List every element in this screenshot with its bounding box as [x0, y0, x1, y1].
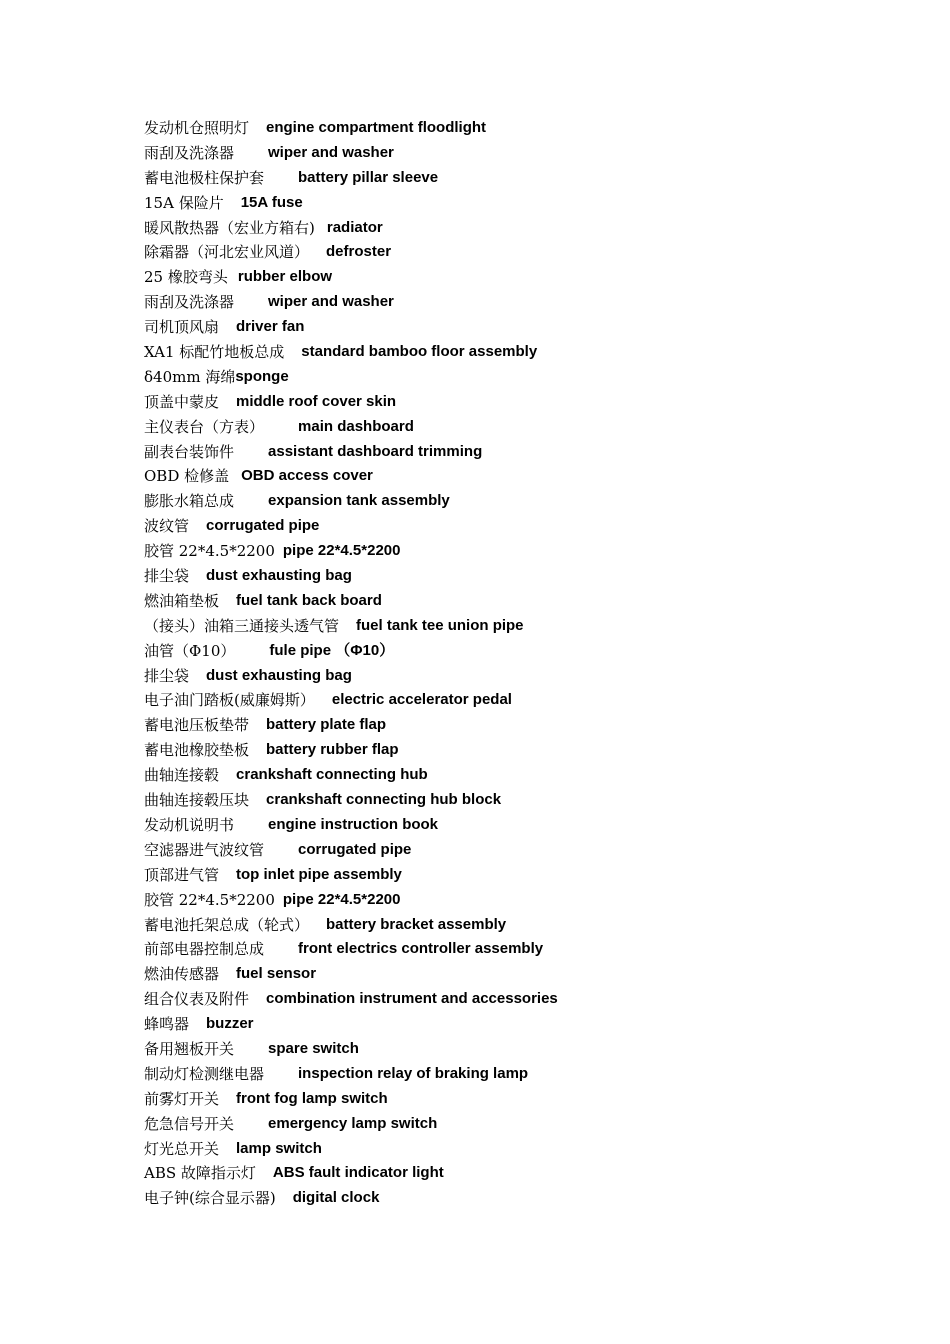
chinese-term: 排尘袋 — [144, 666, 190, 685]
english-term: combination instrument and accessories — [266, 990, 558, 1008]
chinese-term: 前部电器控制总成 — [144, 940, 265, 959]
glossary-entry — [144, 688, 904, 713]
glossary-entry — [144, 763, 904, 788]
chinese-term: 25 橡胶弯头 — [144, 268, 228, 287]
chinese-term: XA1 标配竹地板总成 — [144, 343, 285, 362]
glossary-entry — [144, 589, 904, 614]
english-term: spare switch — [268, 1039, 359, 1057]
chinese-term: 前雾灯开关 — [144, 1089, 220, 1108]
english-term: battery rubber flap — [266, 741, 399, 759]
glossary-entry — [144, 514, 904, 539]
glossary-entry — [144, 1186, 904, 1211]
chinese-term: 排尘袋 — [144, 567, 190, 586]
chinese-term: 蓄电池压板垫带 — [144, 716, 250, 735]
glossary-entry — [144, 365, 904, 390]
chinese-term: 蓄电池托架总成（轮式） — [144, 915, 310, 934]
glossary-entry — [144, 290, 904, 315]
english-term: wiper and washer — [268, 143, 394, 161]
glossary-entry — [144, 987, 904, 1012]
chinese-term: 胶管 22*4.5*2200 — [144, 890, 275, 909]
chinese-term: 电子油门踏板(威廉姆斯） — [144, 691, 315, 710]
english-term: driver fan — [236, 318, 305, 336]
english-term: expansion tank assembly — [268, 492, 450, 510]
glossary-entry — [144, 340, 904, 365]
english-term: defroster — [326, 243, 392, 261]
glossary-entry — [144, 315, 904, 340]
chinese-term: 燃油传感器 — [144, 965, 220, 984]
english-term: fuel sensor — [236, 965, 317, 983]
glossary-entry — [144, 539, 904, 564]
english-term: top inlet pipe assembly — [236, 865, 402, 883]
chinese-term: 燃油箱垫板 — [144, 591, 220, 610]
english-term: electric accelerator pedal — [331, 691, 512, 709]
chinese-term: 蓄电池极柱保护套 — [144, 168, 265, 187]
chinese-term: δ40mm 海绵 — [144, 367, 236, 386]
english-term: standard bamboo floor assembly — [301, 343, 538, 361]
english-term: engine instruction book — [268, 815, 439, 833]
english-term: wiper and washer — [268, 293, 394, 311]
chinese-term: 主仪表台（方表） — [144, 417, 265, 436]
chinese-term: 制动灯检测继电器 — [144, 1064, 265, 1083]
glossary-entry — [144, 489, 904, 514]
glossary-entry — [144, 240, 904, 265]
english-term: fule pipe （Φ10） — [269, 641, 395, 659]
glossary-entry — [144, 1161, 904, 1186]
glossary-entry — [144, 564, 904, 589]
english-term: corrugated pipe — [298, 840, 412, 858]
english-term: assistant dashboard trimming — [268, 442, 483, 460]
english-term: lamp switch — [236, 1139, 322, 1157]
english-term: dust exhausting bag — [206, 666, 352, 684]
chinese-term: 副表台装饰件 — [144, 442, 235, 461]
glossary-entry — [144, 937, 904, 962]
glossary-entry — [144, 390, 904, 415]
glossary-entry — [144, 265, 904, 290]
english-term: corrugated pipe — [206, 517, 320, 535]
glossary-entry — [144, 664, 904, 689]
glossary-entry — [144, 440, 904, 465]
english-term: crankshaft connecting hub — [236, 766, 428, 784]
english-term: middle roof cover skin — [236, 392, 397, 410]
chinese-term: 顶部进气管 — [144, 865, 220, 884]
english-term: crankshaft connecting hub block — [266, 791, 502, 809]
glossary-entry — [144, 813, 904, 838]
glossary-entry — [144, 962, 904, 987]
english-term: battery plate flap — [266, 716, 387, 734]
glossary-entry — [144, 1012, 904, 1037]
chinese-term: ABS 故障指示灯 — [144, 1164, 256, 1183]
chinese-term: 波纹管 — [144, 517, 190, 536]
chinese-term: 胶管 22*4.5*2200 — [144, 542, 275, 561]
english-term: fuel tank back board — [236, 591, 382, 609]
english-term: front electrics controller assembly — [298, 940, 544, 958]
chinese-term: 雨刮及洗涤器 — [144, 143, 235, 162]
english-term: emergency lamp switch — [268, 1114, 438, 1132]
glossary-entry — [144, 216, 904, 241]
glossary-entry — [144, 838, 904, 863]
english-term: dust exhausting bag — [206, 567, 352, 585]
chinese-term: 油管（Φ10） — [144, 641, 236, 660]
chinese-term: 灯光总开关 — [144, 1139, 220, 1158]
english-term: main dashboard — [298, 417, 414, 435]
chinese-term: 司机顶风扇 — [144, 318, 220, 337]
glossary-entry — [144, 191, 904, 216]
glossary-entry — [144, 1037, 904, 1062]
chinese-term: 15A 保险片 — [144, 193, 224, 212]
chinese-term: 空滤器进气波纹管 — [144, 840, 265, 859]
chinese-term: OBD 检修盖 — [144, 467, 230, 486]
chinese-term: 危急信号开关 — [144, 1114, 235, 1133]
chinese-term: 备用翘板开关 — [144, 1039, 235, 1058]
chinese-term: 发动机说明书 — [144, 815, 235, 834]
english-term: buzzer — [206, 1015, 254, 1033]
chinese-term: 曲轴连接毂压块 — [144, 791, 250, 810]
glossary-entry — [144, 1087, 904, 1112]
chinese-term: （接头）油箱三通接头透气管 — [144, 616, 340, 635]
glossary-list — [144, 116, 904, 1211]
english-term: engine compartment floodlight — [266, 119, 487, 136]
chinese-term: 暖风散热器（宏业方箱右) — [144, 218, 315, 237]
english-term: fuel tank tee union pipe — [356, 616, 524, 634]
glossary-entry — [144, 141, 904, 166]
glossary-entry — [144, 913, 904, 938]
english-term: inspection relay of braking lamp — [298, 1064, 529, 1082]
english-term: sponge — [235, 367, 289, 385]
chinese-term: 蜂鸣器 — [144, 1015, 190, 1034]
chinese-term: 组合仪表及附件 — [144, 990, 250, 1009]
english-term: battery bracket assembly — [326, 915, 507, 933]
glossary-entry — [144, 1062, 904, 1087]
english-term: pipe 22*4.5*2200 — [282, 542, 401, 560]
glossary-entry — [144, 713, 904, 738]
glossary-entry — [144, 788, 904, 813]
chinese-term: 顶盖中蒙皮 — [144, 392, 220, 411]
glossary-entry — [144, 1112, 904, 1137]
glossary-entry — [144, 863, 904, 888]
english-term: 15A fuse — [240, 193, 303, 211]
glossary-entry — [144, 639, 904, 664]
chinese-term: 电子钟(综合显示器) — [144, 1189, 276, 1208]
english-term: radiator — [326, 218, 383, 236]
english-term: pipe 22*4.5*2200 — [282, 890, 401, 908]
glossary-entry — [144, 415, 904, 440]
chinese-term: 发动机仓照明灯 — [144, 119, 250, 137]
english-term: front fog lamp switch — [236, 1089, 388, 1107]
glossary-entry — [144, 166, 904, 191]
glossary-entry — [144, 464, 904, 489]
english-term: rubber elbow — [237, 268, 333, 286]
chinese-term: 蓄电池橡胶垫板 — [144, 741, 250, 760]
english-term: digital clock — [292, 1189, 380, 1207]
glossary-entry — [144, 614, 904, 639]
glossary-entry — [144, 738, 904, 763]
english-term: OBD access cover — [241, 467, 373, 485]
chinese-term: 曲轴连接毂 — [144, 766, 220, 785]
chinese-term: 雨刮及洗涤器 — [144, 293, 235, 312]
glossary-entry — [144, 888, 904, 913]
chinese-term: 膨胀水箱总成 — [144, 492, 235, 511]
glossary-entry — [144, 116, 904, 141]
english-term: ABS fault indicator light — [272, 1164, 444, 1182]
english-term: battery pillar sleeve — [298, 168, 439, 186]
glossary-entry — [144, 1137, 904, 1162]
chinese-term: 除霜器（河北宏业风道） — [144, 243, 310, 262]
